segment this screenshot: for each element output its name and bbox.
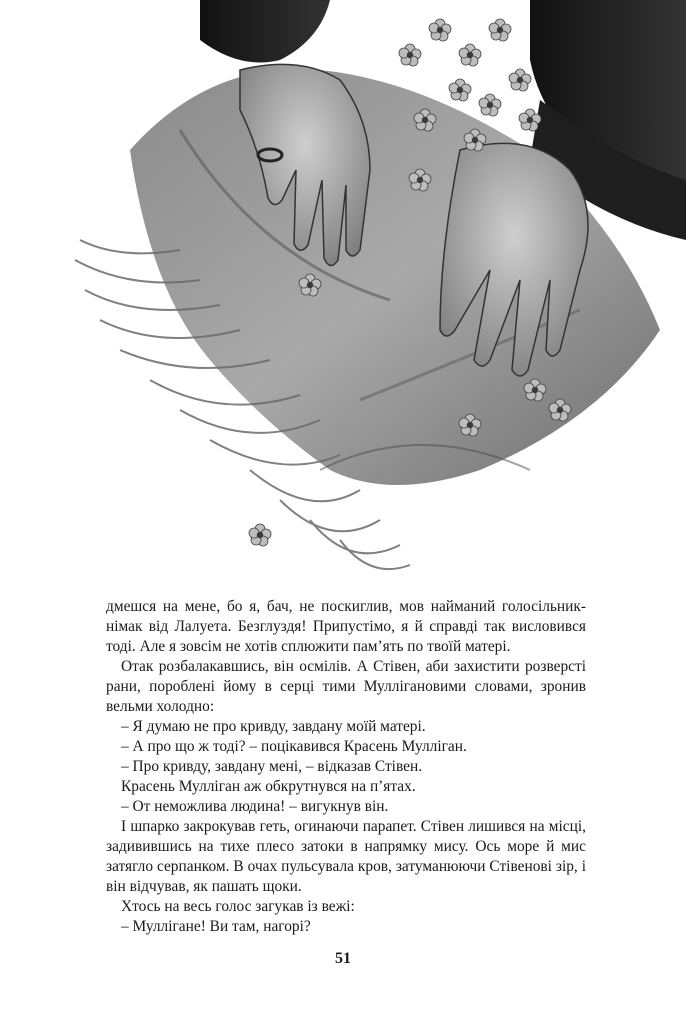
- paragraph: – Я думаю не про кривду, завдану моїй матері.: [121, 718, 426, 735]
- paragraph: – Муллігане! Ви там, нагорі?: [121, 918, 311, 935]
- paragraph: – Про кривду, завдану мені, – відказав Стівен.: [121, 758, 423, 775]
- paragraph: Хтось на весь голос загукав із вежі:: [121, 898, 355, 915]
- paragraph: – От неможлива людина! – вигукнув він.: [121, 798, 389, 815]
- illustration-hands-on-shawl: [60, 0, 686, 585]
- paragraph: [106, 657, 586, 717]
- paragraph-text: Отак розбалакавшись, він осмілів. А Стівен, аби захистити розверсті рани, пороблені йому в серці тими Муллігановими словами, зронив вельми холодно:: [106, 658, 586, 715]
- paragraph: Красень Мулліган аж обкрутнувся на п’ятах.: [121, 778, 416, 795]
- paragraph: – А про що ж тоді? – поцікавився Красень Мулліган.: [121, 738, 467, 755]
- paragraph: дмешся на мене, бо я, бач, не поскиглив, мов найманий голосільник-німак від Лалуета. Безглуздя! Припустімо, я й справді так висловився тоді. Але я зовсім не хотів сплюжити пам’ять по твоїй матері.: [106, 598, 586, 655]
- paragraph: І шпарко закрокував геть, огинаючи парапет. Стівен лишився на місці, задивившись на тихе плесо затоки в напрямку мису. Ось море й мис затягло серпанком. В очах пульсувала кров, затуманюючи Стівенові зір, і він відчував, як пашать щоки.: [106, 818, 586, 895]
- page-number: 51: [335, 950, 351, 967]
- body-text: [106, 597, 586, 937]
